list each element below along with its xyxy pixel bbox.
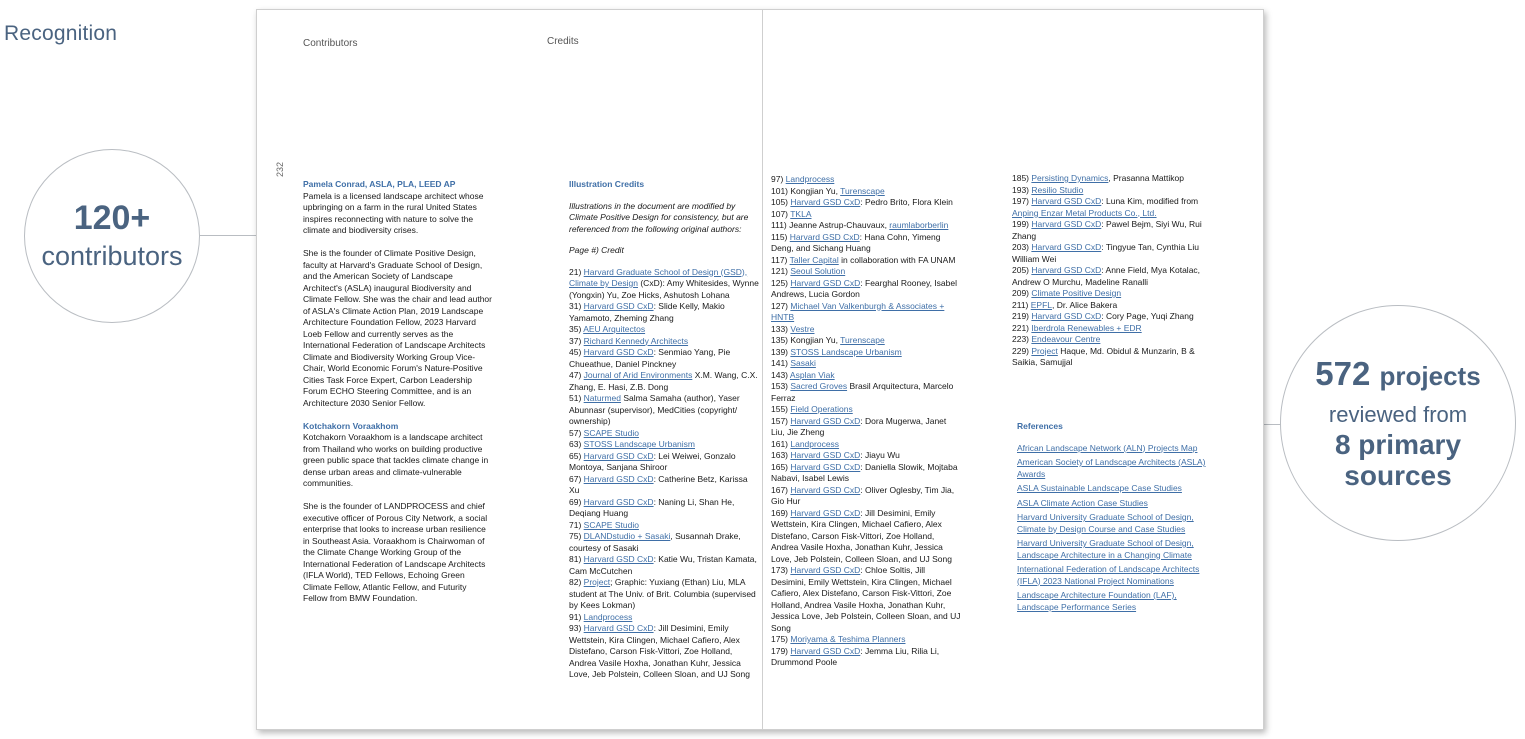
credit-entry [569, 577, 759, 612]
credit-number: 139) [771, 346, 791, 357]
credit-number: 133) [771, 323, 791, 334]
credit-number: 179) [771, 645, 791, 656]
credit-entry [1012, 300, 1207, 312]
credit-number: 173) [771, 565, 791, 575]
credit-number: 93) [569, 623, 584, 633]
credit-entry [1012, 173, 1207, 185]
credit-text: : Chloe Soltis, Jill Desimini, Emily Wettstein, Kira Clingen, Michael Cafiero, Alex Distefano, Carson Fisk-Vittori, Zoe Holland, Andrea Vasile Hoxha, Jonathan Kuhr, Jessica Love, Jeb Polstein, Colleen Sloan, and UJ Song [771, 565, 961, 633]
credit-entry [771, 370, 961, 382]
references-heading: References [1017, 421, 1063, 431]
credit-number: 219) [1012, 311, 1032, 321]
credit-link[interactable]: Taller Capital [789, 254, 839, 265]
credit-link[interactable]: Seoul Solution [790, 266, 846, 276]
credit-number: 141) [771, 358, 791, 368]
credit-number: 163) [771, 450, 791, 460]
credit-number: 221) [1012, 322, 1032, 333]
book-spine [762, 10, 763, 729]
credit-number: 97) [771, 174, 786, 184]
credit-link[interactable]: Field Operations [790, 404, 853, 414]
credit-link[interactable]: Naturmed [583, 393, 621, 403]
contributors-column [303, 179, 493, 616]
credit-number: 121) [771, 266, 791, 276]
credit-number: 45) [569, 347, 584, 357]
credit-entry [771, 358, 961, 370]
credit-text: : Senmiao Yang, Pie Chueathue, Daniel Pinckney [569, 347, 731, 369]
credit-text: : Katie Wu, Tristan Kamata, Cam McCutchen [569, 554, 757, 576]
credit-link[interactable]: Landprocess [790, 438, 840, 449]
credit-text: : Pedro Brito, Flora Klein [860, 197, 953, 207]
credit-number: 91) [569, 611, 584, 622]
reference-link[interactable]: International Federation of Landscape Architects (IFLA) 2023 National Project Nominations [1017, 564, 1200, 586]
credit-link[interactable]: STOSS Landscape Urbanism [790, 346, 902, 357]
credit-entry [569, 554, 759, 577]
credit-link[interactable]: Harvard GSD CxD [583, 450, 654, 461]
credit-link[interactable]: Anping Enzar Metal Products Co., Ltd. [1012, 207, 1157, 218]
credit-link[interactable]: Harvard GSD CxD [790, 415, 861, 426]
credit-link[interactable]: Endeavour Centre [1031, 334, 1101, 344]
credit-link[interactable]: Project [1031, 345, 1058, 356]
credit-entry [771, 485, 961, 508]
credit-number: 197) [1012, 196, 1032, 206]
credit-number: 161) [771, 438, 791, 449]
reference-link[interactable]: Harvard University Graduate School of Design, Climate by Design Course and Case Studies [1017, 512, 1194, 534]
credit-entry [771, 266, 961, 278]
credit-text: : Fearghal Rooney, Isabel Andrews, Lucia Gordon [771, 277, 957, 299]
credit-entry [771, 416, 961, 439]
credit-link[interactable]: Harvard GSD CxD [790, 450, 861, 460]
credit-entry [569, 439, 759, 451]
illustration-credits-heading: Illustration Credits [569, 179, 645, 189]
credit-number: 82) [569, 577, 584, 587]
credit-link[interactable]: Harvard GSD CxD [583, 554, 654, 564]
credit-entry [569, 267, 759, 302]
credit-entry [771, 646, 961, 669]
credit-number: 57) [569, 427, 584, 438]
bio-paragraph: She is the founder of LANDPROCESS and chief executive officer of Porous City Network, a social enterprise that looks to increase urban resilience in Southeast Asia. Voraakhom is Chairwoman of the Climate Change Working Group of the International Federation of Landscape Architects (IFLA World), TED Fellows, Echoing Green Climate Fellow, Atlantic Fellow, and Futurity Fellow from BMW Foundation. [303, 501, 488, 603]
credit-entry [569, 428, 759, 440]
credit-entry [569, 301, 759, 324]
credit-text: Brasil Arquitectura, Marcelo Ferraz [771, 381, 954, 403]
references-column [1017, 421, 1212, 616]
credit-text: : Jill Desimini, Emily Wettstein, Kira Clingen, Michael Cafiero, Alex Distefano, Carson Fisk-Vittori, Zoe Holland, Andrea Vasile Hoxha, Jonathan Kuhr, Jessica Love, Jeb Polstein, Colleen Sloan, and UJ Song [569, 623, 750, 679]
credit-entry [1012, 323, 1207, 335]
bio-paragraph: Kotchakorn Voraakhom is a landscape architect from Thailand who works on building productive green public space that tackles climate change in dense urban areas and climate-vulnerable communities. [303, 432, 489, 488]
credit-link[interactable]: Harvard GSD CxD [790, 277, 861, 288]
credit-link[interactable]: Harvard GSD CxD [790, 484, 861, 495]
credit-link[interactable]: DLANDstudio + Sasaki [583, 531, 671, 541]
credit-number: 71) [569, 519, 584, 530]
contributors-label: contributors [41, 241, 183, 271]
credit-link[interactable]: Harvard GSD CxD [1031, 311, 1102, 321]
credit-link[interactable]: Climate Positive Design [1031, 288, 1122, 298]
credit-entry [569, 612, 759, 624]
credit-number: 31) [569, 301, 584, 311]
reference-link[interactable]: ASLA Sustainable Landscape Case Studies [1017, 483, 1182, 493]
credit-entry [771, 186, 961, 198]
credit-entry [569, 336, 759, 348]
credit-number: 47) [569, 370, 584, 380]
illustration-credits-intro: Illustrations in the document are modified by Climate Positive Design for consistency, but are referenced from the following original authors: [569, 200, 749, 234]
credit-entry [771, 301, 961, 324]
credit-entry [771, 450, 961, 462]
credit-link[interactable]: raumlaborberlin [889, 220, 949, 230]
credit-link[interactable]: Persisting Dynamics [1031, 173, 1109, 183]
credit-link[interactable]: Asplan Viak [789, 369, 835, 380]
reference-link[interactable]: ASLA Climate Action Case Studies [1017, 497, 1148, 508]
credit-number: 107) [771, 208, 791, 219]
credit-text: : Cory Page, Yuqi Zhang [1101, 311, 1194, 321]
credit-link[interactable]: Moriyama & Teshima Planners [790, 634, 906, 644]
credit-text: X.M. Wang, C.X. Zhang, E. Hasi, Z.B. Dong [569, 370, 758, 392]
credit-text: : Catherine Betz, Karissa Xu [569, 473, 748, 495]
credit-link[interactable]: SCAPE Studio [583, 519, 639, 530]
credit-entry [771, 381, 961, 404]
credit-text: , Susannah Drake, courtesy of Sasaki [569, 531, 741, 553]
credit-entry [1012, 196, 1207, 219]
credit-link[interactable]: Harvard GSD CxD [1031, 265, 1102, 275]
credit-entry [1012, 334, 1207, 346]
credit-text: (CxD): Amy Whitesides, Wynne (Yongxin) Yu, Zoe Hicks, Ashutosh Lohana [569, 278, 759, 300]
credit-number: 223) [1012, 334, 1032, 344]
credit-entry [569, 497, 759, 520]
credit-link[interactable]: Michael Van Valkenburgh & Associates + HNTB [771, 300, 945, 322]
credit-number: 21) [569, 266, 584, 277]
credit-link[interactable]: Harvard GSD CxD [1031, 242, 1102, 252]
credit-number: 37) [569, 335, 584, 346]
credit-entry [771, 197, 961, 209]
credit-number: 205) [1012, 265, 1032, 275]
credit-text: : Lei Weiwei, Gonzalo Montoya, Sanjana Shiroor [569, 450, 736, 472]
credit-link[interactable]: Sasaki [790, 358, 816, 368]
credit-entry [771, 174, 961, 186]
credit-link[interactable]: Iberdrola Renewables + EDR [1031, 322, 1142, 333]
credit-link[interactable]: Harvard GSD CxD [583, 473, 654, 484]
credit-link[interactable]: Harvard Graduate School of Design (GSD), Climate by Design [569, 266, 748, 288]
credit-link[interactable]: Turenscape [840, 335, 885, 345]
credit-entry [771, 439, 961, 451]
credit-number: 117) [771, 254, 790, 265]
credit-entry [1012, 185, 1207, 197]
credit-link[interactable]: Project [583, 577, 611, 587]
credit-link[interactable]: EPFL [1030, 299, 1053, 310]
credit-entry [569, 370, 759, 393]
bio-paragraph: She is the founder of Climate Positive Design, faculty at Harvard's Graduate School of Design, and the American Society of Landscape Architect's (ASLA) inaugural Biodiversity and Climate Fellow. She was the chair and lead author of ASLA's Climate Action Plan, 2019 Landscape Architecture Foundation Fellow, 2023 Harvard Loeb Fellow and currently serves as the International Federation of Landscape Architects Climate and Biodiversity Working Group Vice-Chair, World Economic Forum's Nature-Positive Cities Task Force Expert, Carbon Leadership Forum ECHO Steering Committee, and is an Architecture 2030 Senior Fellow. [303, 248, 492, 408]
contributor-bio [303, 421, 493, 605]
credit-number: 153) [771, 381, 791, 391]
credit-number: 125) [771, 277, 791, 288]
credit-number: 135) Kongjian Yu, [771, 335, 841, 345]
credit-number: 165) [771, 461, 791, 472]
projects-count-line [1315, 355, 1480, 395]
credit-entry [771, 324, 961, 336]
credit-number: 175) [771, 634, 791, 644]
credit-text: : Oliver Oglesby, Tim Jia, Gio Hur [771, 484, 955, 506]
credits-column-3 [1012, 173, 1207, 369]
credit-number: 127) [771, 300, 791, 311]
sources-count: 8 primary [1334, 429, 1462, 460]
projects-stat-circle [1280, 305, 1516, 541]
credit-number: 157) [771, 415, 791, 426]
credit-number: 69) [569, 496, 584, 507]
credit-number: 67) [569, 473, 584, 484]
credit-entry [569, 474, 759, 497]
credits-list-2 [771, 174, 961, 669]
contributors-stat-circle [24, 149, 200, 323]
contributor-bio [303, 179, 493, 409]
book-spread [256, 9, 1264, 730]
credit-entry [771, 634, 961, 646]
credit-entry [1012, 346, 1207, 369]
credit-text: : Naning Li, Shan He, Deqiang Huang [569, 496, 735, 518]
credit-link[interactable]: Harvard GSD CxD [790, 507, 861, 518]
contributor-name: Pamela Conrad, ASLA, PLA, LEED AP [303, 179, 456, 189]
credit-number: 229) [1012, 345, 1032, 356]
credit-number: 63) [569, 439, 584, 449]
credit-number: 203) [1012, 242, 1032, 252]
credit-number: 209) [1012, 288, 1032, 298]
credits-list-1 [569, 267, 759, 681]
credit-link[interactable]: Landprocess [785, 174, 835, 184]
illustration-credits-key: Page #) Credit [569, 245, 624, 255]
credit-text: : Daniella Slowik, Mojtaba Nabavi, Isabel Lewis [771, 461, 958, 483]
projects-count: 572 [1315, 355, 1371, 392]
credit-number: 65) [569, 450, 584, 461]
credit-number: 81) [569, 554, 584, 564]
credit-number: 167) [771, 484, 791, 495]
credit-text: : Jiayu Wu [860, 450, 900, 460]
credit-number: 143) [771, 369, 790, 380]
reference-link[interactable]: African Landscape Network (ALN) Projects Map [1017, 442, 1198, 453]
bio-paragraph: Pamela is a licensed landscape architect whose upbringing on a farm in the rural United States inspires reconnecting with nature to solve the climate and biodiversity crises. [303, 190, 484, 235]
credit-number: 75) [569, 531, 584, 541]
credit-link[interactable]: Journal of Arid Environments [583, 370, 693, 380]
credit-text: Salma Samaha (author), Yaser Abunnasr (supervisor), MedCities (copyright/ ownership) [569, 393, 740, 426]
credit-text: : Pawel Bejm, Siyi Wu, Rui Zhang [1012, 219, 1202, 241]
credit-number: 115) [771, 231, 790, 242]
credit-entry [771, 232, 961, 255]
credit-number: 169) [771, 507, 791, 518]
references-list [1017, 443, 1212, 614]
credit-text: : Luna Kim, modified from [1101, 196, 1199, 206]
credit-entry [569, 531, 759, 554]
credit-link[interactable]: Harvard GSD CxD [583, 623, 654, 633]
credit-entry [569, 623, 759, 681]
credit-link[interactable]: Richard Kennedy Architects [583, 335, 689, 346]
credit-entry [1012, 265, 1207, 288]
credit-number: 193) [1012, 184, 1032, 195]
credits-column-1 [569, 179, 759, 681]
credit-entry [771, 462, 961, 485]
credit-link[interactable]: Landprocess [583, 611, 633, 622]
credit-number: 101) Kongjian Yu, [771, 185, 841, 196]
credit-entry [569, 324, 759, 336]
credit-text: in collaboration with FA UNAM [838, 254, 956, 265]
credit-entry [771, 255, 961, 267]
credit-link[interactable]: Harvard GSD CxD [790, 645, 861, 656]
credit-text: , Prasanna Mattikop [1108, 173, 1184, 183]
credit-link[interactable]: Resilio Studio [1031, 184, 1084, 195]
credit-link[interactable]: Harvard GSD CxD [1031, 196, 1102, 206]
credits-list-3 [1012, 173, 1207, 369]
credit-link[interactable]: Harvard GSD CxD [583, 347, 654, 357]
credit-link[interactable]: Harvard GSD CxD [583, 301, 654, 311]
credit-text: : Jemma Liu, Rilia Li, Drummond Poole [771, 645, 940, 667]
credit-entry [771, 220, 961, 232]
credit-link[interactable]: Harvard GSD CxD [583, 496, 654, 507]
credit-link[interactable]: Harvard GSD CxD [790, 197, 861, 207]
contributor-name: Kotchakorn Voraakhom [303, 420, 399, 431]
credit-text: : Tingyue Tan, Cynthia Liu William Wei [1012, 242, 1199, 264]
credit-link[interactable]: TKLA [790, 208, 812, 219]
credit-text: , Dr. Alice Bakera [1052, 299, 1118, 310]
projects-unit: projects [1379, 361, 1481, 391]
reference-link[interactable]: Harvard University Graduate School of Design, Landscape Architecture in a Changing Climate [1017, 538, 1194, 560]
credit-text: : Hana Cohn, Yimeng Deng, and Sichang Huang [771, 231, 941, 253]
credit-number: 211) [1012, 299, 1031, 310]
credit-entry [1012, 219, 1207, 242]
credit-link[interactable]: STOSS Landscape Urbanism [583, 439, 695, 449]
credit-text: : Anne Field, Mya Kotalac, Andrew O Murchu, Madeline Ranalli [1012, 265, 1201, 287]
credit-text: : Slide Kelly, Makio Yamamoto, Zheming Zhang [569, 301, 725, 323]
credits-column-2 [771, 174, 961, 669]
credit-entry [569, 393, 759, 428]
credit-link[interactable]: Sacred Groves [790, 381, 848, 391]
credit-number: 105) [771, 197, 791, 207]
credit-link[interactable]: Harvard GSD CxD [1031, 219, 1102, 229]
credit-entry [1012, 242, 1207, 265]
section-title: Recognition [4, 22, 118, 45]
credit-entry [771, 404, 961, 416]
credit-entry [1012, 288, 1207, 300]
reference-link[interactable]: Landscape Architecture Foundation (LAF), Landscape Performance Series [1017, 590, 1177, 612]
credit-text: ; Graphic: Yuxiang (Ethan) Liu, MLA student at The Univ. of Brit. Columbia (supervised by Kees Lokman) [569, 577, 756, 610]
contributors-header: Contributors [303, 38, 358, 49]
credit-number: 185) [1012, 173, 1032, 183]
credit-number: 155) [771, 404, 791, 414]
credits-header: Credits [547, 36, 579, 47]
credit-link[interactable]: Harvard GSD CxD [790, 461, 861, 472]
credit-entry [771, 278, 961, 301]
credit-entry [569, 520, 759, 532]
credit-link[interactable]: Vestre [790, 323, 815, 334]
credit-entry [771, 565, 961, 634]
credit-number: 111) Jeanne Astrup-Chauvaux, [771, 220, 890, 230]
credit-link[interactable]: SCAPE Studio [583, 427, 639, 438]
credit-entry [771, 508, 961, 566]
reference-link[interactable]: American Society of Landscape Architects (ASLA) Awards [1017, 457, 1206, 479]
credit-text: : Jill Desimini, Emily Wettstein, Kira Clingen, Michael Cafiero, Alex Distefano, Carson Fisk-Vittori, Zoe Holland, Andrea Vasile Hoxha, Jonathan Kuhr, Jessica Love, Jeb Polstein, Colleen Sloan, and UJ Song [771, 507, 952, 564]
credit-link[interactable]: Harvard GSD CxD [790, 565, 861, 575]
credit-text: : Dora Mugerwa, Janet Liu, Jie Zheng [771, 415, 947, 437]
credit-entry [771, 335, 961, 347]
credit-number: 51) [569, 393, 584, 403]
credit-entry [771, 209, 961, 221]
credit-link[interactable]: Turenscape [840, 185, 885, 196]
page-number: 232 [275, 161, 285, 177]
credit-text: Haque, Md. Obidul & Munzarin, B & Saikia, Samujjal [1012, 345, 1195, 367]
contributors-count: 120+ [73, 199, 151, 237]
credit-number: 199) [1012, 219, 1032, 229]
projects-reviewed-label: reviewed from [1328, 402, 1468, 427]
credit-link[interactable]: AEU Arquitectos [583, 324, 646, 334]
credit-entry [569, 451, 759, 474]
credit-entry [569, 347, 759, 370]
credit-entry [1012, 311, 1207, 323]
credit-entry [771, 347, 961, 359]
credit-link[interactable]: Harvard GSD CxD [789, 231, 860, 242]
credit-number: 35) [569, 324, 584, 334]
sources-label: sources [1344, 460, 1452, 491]
